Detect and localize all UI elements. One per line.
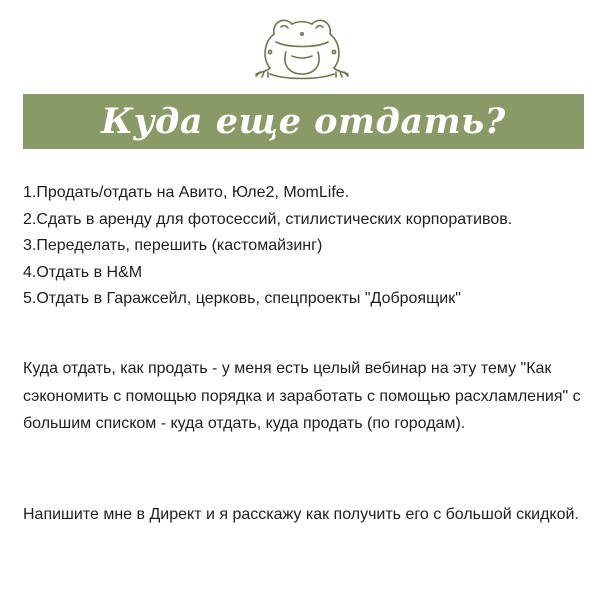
direct-paragraph: Напишите мне в Директ и я расскажу как получить его с большой скидкой. [23,506,579,523]
list-item: 5.Отдать в Гаражсейл, церковь, спецпроекты "Доброящик" [23,290,461,307]
list-item: 4.Отдать в H&M [23,263,143,281]
frog-icon [246,12,358,82]
page-title: Куда еще отдать? [101,101,506,142]
list-item: 1.Продать/отдать на Авито, Юле2, MomLife. [23,184,350,201]
title-banner [23,94,584,149]
list-item: 3.Переделать, перешить (кастомайзинг) [23,237,323,254]
options-list [23,180,583,313]
list-item: 2.Сдать в аренду для фотосессий, стилистических корпоративов. [23,210,513,228]
webinar-paragraph: Куда отдать, как продать - у меня есть целый вебинар на эту тему "Как сэкономить с помощью порядка и заработать с помощью расхламления" с большим списком - куда отдать, куда продать (по городам). [23,360,581,432]
